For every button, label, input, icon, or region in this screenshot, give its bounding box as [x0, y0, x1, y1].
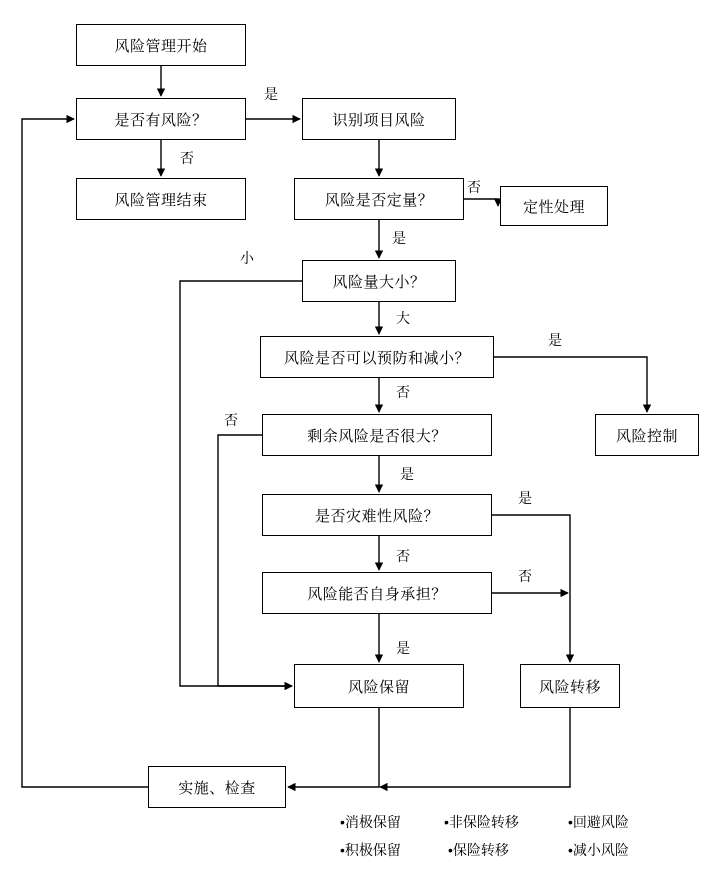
- node-catastrophic-risk: [262, 494, 492, 536]
- edge-label-no-prevent: 否: [396, 384, 410, 400]
- node-qualitative-handling: [500, 186, 608, 226]
- edge-label-yes-quantify: 是: [392, 230, 406, 246]
- node-label: 风险量大小？: [332, 273, 426, 291]
- edge-label-yes-bear: 是: [396, 640, 410, 656]
- edge-label-yes-catastrophic: 是: [518, 490, 532, 506]
- node-identify-risk: [302, 98, 456, 140]
- legend-item: •减小风险: [568, 842, 629, 858]
- legend-item: •积极保留: [340, 842, 401, 858]
- node-risk-magnitude: [302, 260, 456, 302]
- legend-item: •保险转移: [448, 842, 509, 858]
- node-residual-risk: [262, 414, 492, 456]
- node-label: 风险能否自身承担？: [307, 585, 447, 603]
- edge-label-no-quantify: 否: [467, 179, 481, 195]
- edge-label-no-catastrophic: 否: [396, 548, 410, 564]
- node-label: 风险是否定量？: [324, 191, 434, 209]
- node-label: 识别项目风险: [332, 111, 426, 129]
- node-bear-risk: [262, 572, 492, 614]
- edge-label-small-magnitude: 小: [240, 250, 254, 266]
- node-label: 风险保留: [347, 678, 410, 696]
- node-label: 风险管理结束: [114, 191, 208, 209]
- edge-label-big-magnitude: 大: [396, 310, 410, 326]
- node-risk-transfer: [520, 664, 620, 708]
- node-label: 剩余风险是否很大？: [307, 427, 447, 445]
- edge-label-yes-residual: 是: [400, 466, 414, 482]
- legend-item: •回避风险: [568, 814, 629, 830]
- node-preventable: [260, 336, 494, 378]
- edge-label-yes-has-risk: 是: [264, 86, 278, 102]
- node-label: 风险控制: [615, 427, 678, 445]
- node-risk-control: [595, 414, 699, 456]
- edge-label-no-has-risk: 否: [180, 150, 194, 166]
- edge-label-no-residual: 否: [224, 412, 238, 428]
- legend-item: •非保险转移: [444, 814, 519, 830]
- node-label: 风险是否可以预防和减小？: [283, 349, 470, 367]
- node-label: 风险转移: [538, 678, 601, 696]
- node-risk-retention: [294, 664, 464, 708]
- node-quantify: [294, 178, 464, 220]
- node-label: 实施、检查: [178, 779, 256, 797]
- node-implement-check: [148, 766, 286, 808]
- node-label: 是否有风险？: [114, 111, 208, 129]
- edge-label-no-bear: 否: [518, 568, 532, 584]
- node-end: [76, 178, 246, 220]
- node-start: [76, 24, 246, 66]
- edge-label-yes-prevent: 是: [548, 332, 562, 348]
- node-label: 是否灾难性风险？: [314, 507, 439, 525]
- node-label: 定性处理: [522, 198, 585, 216]
- legend-item: •消极保留: [340, 814, 401, 830]
- node-label: 风险管理开始: [114, 37, 208, 55]
- node-has-risk: [76, 98, 246, 140]
